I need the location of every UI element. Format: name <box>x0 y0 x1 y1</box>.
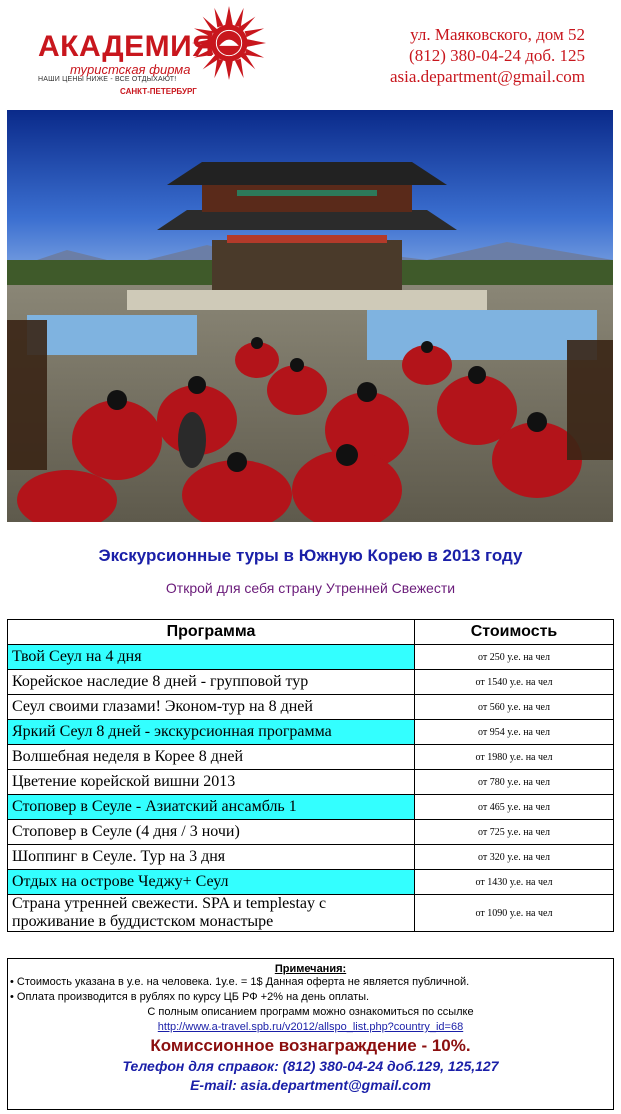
palace-image <box>7 110 613 522</box>
tour-name[interactable]: Корейское наследие 8 дней - групповой тур <box>8 670 415 695</box>
tour-name[interactable]: Яркий Сеул 8 дней - экскурсионная программа <box>8 720 415 745</box>
page-headline: Экскурсионные туры в Южную Корею в 2013 году <box>98 546 523 565</box>
tour-price: от 1980 у.е. на чел <box>415 745 614 770</box>
tour-price: от 465 у.е. на чел <box>415 795 614 820</box>
programs-link[interactable]: http://www.a-travel.spb.ru/v2012/allspo_list.php?country_id=68 <box>157 1021 464 1033</box>
notes-box <box>7 958 614 1110</box>
table-row <box>8 845 614 870</box>
company-logo <box>30 6 270 102</box>
phone-info: Телефон для справок: (812) 380-04-24 доб.129, 125,127 <box>122 1058 499 1074</box>
email-info[interactable]: E-mail: asia.department@gmail.com <box>190 1077 431 1093</box>
tour-name[interactable]: Твой Сеул на 4 дня <box>8 645 415 670</box>
logo-slogan: НАШИ ЦЕНЫ НИЖЕ - ВСЕ ОТДЫХАЮТ! <box>38 76 177 83</box>
table-header-row <box>8 620 614 645</box>
tour-name[interactable]: Шоппинг в Сеуле. Тур на 3 дня <box>8 845 415 870</box>
logo-brand: АКАДЕМИЯ <box>38 30 215 63</box>
table-row <box>8 770 614 795</box>
table-row <box>8 720 614 745</box>
tour-price: от 1430 у.е. на чел <box>415 870 614 895</box>
column-header-price: Стоимость <box>415 620 614 645</box>
table-row <box>8 695 614 720</box>
table-row <box>8 645 614 670</box>
note-line: • Оплата производится в рублях по курсу ЦБ РФ +2% на день оплаты. <box>10 991 370 1003</box>
note-line: С полным описанием программ можно ознакомиться по ссылке <box>147 1006 474 1018</box>
note-line: • Стоимость указана в у.е. на человека. 1у.е. = 1$ Данная оферта не является публичной. <box>10 976 470 988</box>
tour-price: от 1090 у.е. на чел <box>415 895 614 932</box>
tour-price: от 320 у.е. на чел <box>415 845 614 870</box>
table-row <box>8 870 614 895</box>
tour-name[interactable]: Цветение корейской вишни 2013 <box>8 770 415 795</box>
tour-name[interactable]: Отдых на острове Чеджу+ Сеул <box>8 870 415 895</box>
page-tagline: Открой для себя страну Утренней Свежести <box>165 580 456 596</box>
tour-name[interactable]: Стоповер в Сеуле - Азиатский ансамбль 1 <box>8 795 415 820</box>
tour-price: от 560 у.е. на чел <box>415 695 614 720</box>
notes-title: Примечания: <box>274 963 347 975</box>
address: ул. Маяковского, дом 52 <box>410 25 585 44</box>
tour-price: от 954 у.е. на чел <box>415 720 614 745</box>
palace-photo <box>7 110 613 522</box>
table-row <box>8 745 614 770</box>
tour-price-table <box>7 619 614 932</box>
commission-text: Комиссионное вознаграждение - 10%. <box>150 1036 471 1055</box>
tour-name[interactable]: Сеул своими глазами! Эконом-тур на 8 дней <box>8 695 415 720</box>
logo-subtitle: туристская фирма <box>70 62 191 77</box>
table-row <box>8 795 614 820</box>
tour-price: от 780 у.е. на чел <box>415 770 614 795</box>
tour-price: от 250 у.е. на чел <box>415 645 614 670</box>
tour-price: от 1540 у.е. на чел <box>415 670 614 695</box>
table-row <box>8 820 614 845</box>
tour-name[interactable]: Страна утренней свежести. SPA и templestay с проживание в буддистском монастыре <box>8 895 415 932</box>
logo-city: САНКТ-ПЕТЕРБУРГ <box>120 87 197 96</box>
column-header-program: Программа <box>8 620 415 645</box>
tour-name[interactable]: Волшебная неделя в Корее 8 дней <box>8 745 415 770</box>
email-link[interactable]: asia.department@gmail.com <box>389 67 585 86</box>
table-row <box>8 895 614 932</box>
tour-name[interactable]: Стоповер в Сеуле (4 дня / 3 ночи) <box>8 820 415 845</box>
phone: (812) 380-04-24 доб. 125 <box>409 46 585 65</box>
tour-price: от 725 у.е. на чел <box>415 820 614 845</box>
contact-block <box>390 24 585 87</box>
table-row <box>8 670 614 695</box>
